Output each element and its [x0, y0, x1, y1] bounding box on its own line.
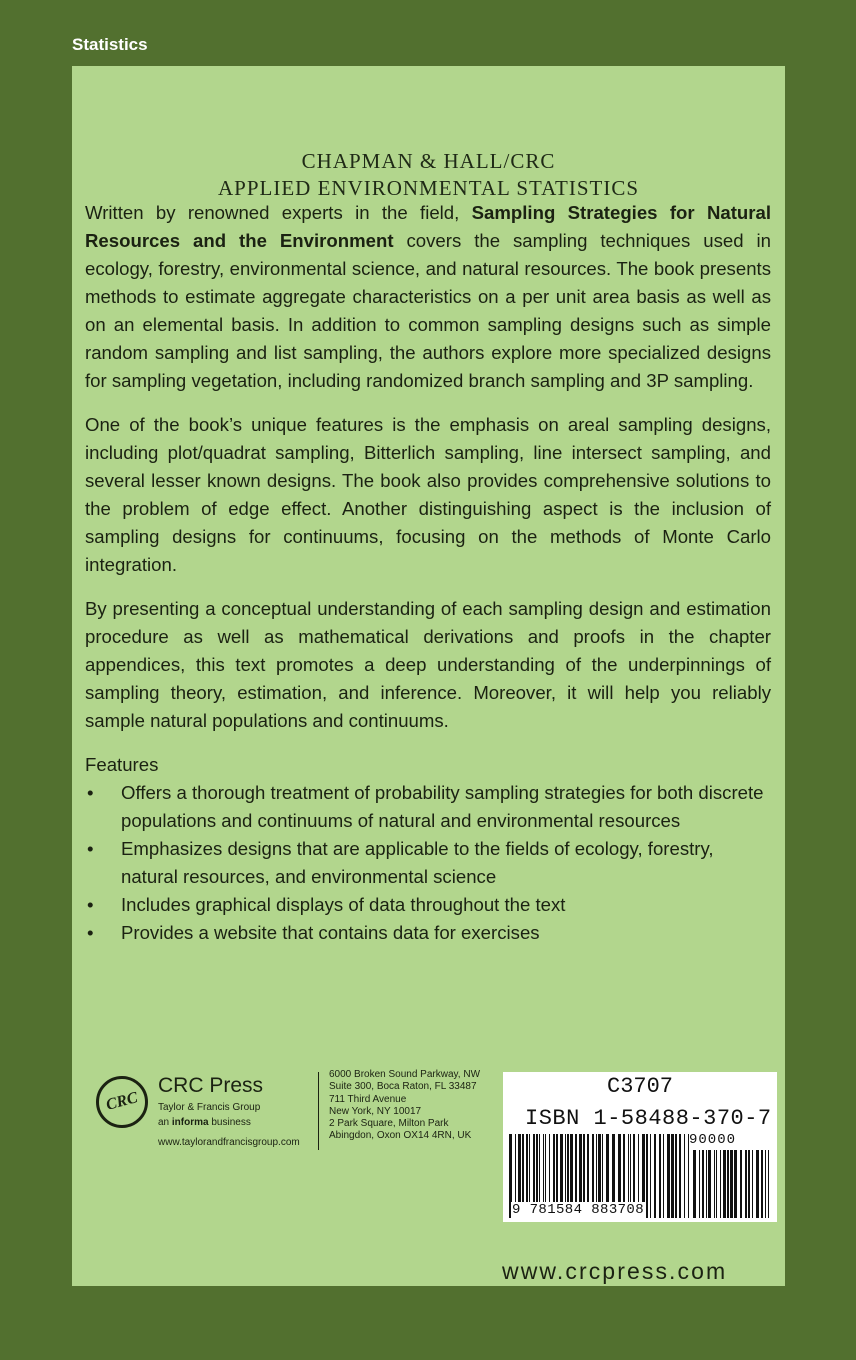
bullet-icon: •: [87, 838, 94, 859]
category-label: Statistics: [72, 35, 148, 54]
barcode-bar: [761, 1150, 763, 1218]
features-title: Features: [85, 754, 159, 775]
barcode-box: [503, 1072, 777, 1222]
barcode-bar: [654, 1134, 656, 1218]
informa-suffix: business: [208, 1117, 251, 1128]
address-line: 711 Third Avenue: [329, 1093, 407, 1105]
barcode-bar: [765, 1150, 766, 1218]
barcode-bar: [720, 1150, 721, 1218]
website-url: www.crcpress.com: [502, 1258, 728, 1284]
feature-item: [85, 919, 771, 947]
barcode-bar: [768, 1150, 769, 1218]
barcode-bar: [667, 1134, 670, 1218]
book-title: Sampling Strategies for Natural Resources and the Environment: [85, 202, 772, 251]
barcode-bar: [650, 1134, 651, 1218]
barcode-bar: [646, 1134, 648, 1218]
barcode-bar: [679, 1134, 681, 1218]
feature-item: [85, 891, 771, 919]
feature-item: [85, 835, 771, 891]
address-line: Abingdon, Oxon OX14 4RN, UK: [329, 1130, 472, 1142]
barcode-bar: [716, 1150, 717, 1218]
series-line-1: CHAPMAN & HALL/CRC: [301, 149, 556, 173]
barcode-bar: [727, 1150, 729, 1218]
barcode-bar: [675, 1134, 677, 1218]
barcode-bar: [706, 1150, 707, 1218]
publisher-block: [96, 1069, 516, 1172]
publisher-divider: [318, 1072, 319, 1150]
barcode-bar: [740, 1150, 742, 1218]
barcode-bar: [671, 1134, 674, 1218]
publisher-name: CRC Press: [158, 1074, 264, 1097]
publisher-informa: [158, 1117, 251, 1128]
intro-rest: covers the sampling techniques used in ecology, forestry, environmental science, and natural resources. The book presents methods to estimate aggregate characteristics on a per unit area basis as well as on an elemental basis. In addition to common sampling designs such as simple random sampling and list sampling, the authors explore more specialized designs for sampling vegetation, including randomized branch sampling and 3P sampling.: [85, 230, 771, 391]
barcode-bar: [734, 1150, 737, 1218]
barcode-bar: [699, 1150, 700, 1218]
publisher-group: Taylor & Francis Group: [158, 1102, 261, 1113]
isbn-text: ISBN 1-58488-370-7: [525, 1106, 772, 1131]
bullet-icon: •: [87, 922, 94, 943]
barcode-bar: [730, 1150, 733, 1218]
barcode-bar: [714, 1150, 715, 1218]
barcode-bar: [708, 1150, 711, 1218]
crc-logo-icon: [96, 1076, 148, 1128]
crc-logo-text: CRC: [104, 1089, 140, 1114]
feature-item: [85, 779, 771, 835]
cover-panel: [72, 66, 785, 1286]
description-paragraph-1: [85, 199, 771, 395]
series-title: [72, 148, 785, 202]
barcode-bar: [752, 1150, 753, 1218]
barcode-bar: [684, 1134, 685, 1218]
addon-digits: 90000: [689, 1132, 737, 1148]
barcode-bar: [748, 1150, 750, 1218]
addon-barcode-bars: [693, 1150, 769, 1218]
features-list: [85, 779, 771, 947]
barcode-bar: [745, 1150, 747, 1218]
publisher-website: www.taylorandfrancisgroup.com: [158, 1137, 300, 1148]
barcode-bar: [659, 1134, 661, 1218]
feature-text: Includes graphical displays of data throughout the text: [121, 894, 566, 915]
address-line: 6000 Broken Sound Parkway, NW: [329, 1069, 481, 1080]
description-paragraph-3: By presenting a conceptual understanding of each sampling design and estimation procedure as well as mathematical derivations and proofs in the chapter appendices, this text promotes a deep understanding of the underpinnings of sampling theory, estimation, and inference. Moreover, it will help you reliably sample natural populations and continuums.: [85, 598, 771, 731]
intro-text: Written by renowned experts in the field,: [85, 202, 472, 223]
barcode-bar: [723, 1150, 726, 1218]
barcode-bar: [663, 1134, 664, 1218]
feature-text: Provides a website that contains data for exercises: [121, 922, 540, 943]
publisher-address: [329, 1069, 480, 1143]
feature-text: Offers a thorough treatment of probability sampling strategies for both discrete populations and continuums of natural and environmental resources: [121, 782, 764, 831]
series-line-2: APPLIED ENVIRONMENTAL STATISTICS: [217, 176, 640, 200]
price-code: C3707: [607, 1074, 674, 1099]
feature-text: Emphasizes designs that are applicable to the fields of ecology, forestry, natural resources, and environmental science: [121, 838, 714, 887]
barcode-icon: [503, 1072, 777, 1222]
ean-digits: 9 781584 883708: [512, 1202, 645, 1218]
address-line: Suite 300, Boca Raton, FL 33487: [329, 1081, 477, 1093]
informa-bold: informa: [171, 1117, 209, 1128]
bullet-icon: •: [87, 894, 94, 915]
description: [85, 199, 771, 947]
description-paragraph-2: One of the book’s unique features is the emphasis on areal sampling designs, including plot/quadrat sampling, Bitterlich sampling, line intersect sampling, and several lesser known designs. The book also provides comprehensive solutions to the problem of edge effect. Another distinguishing aspect is the inclusion of sampling designs for continuums, focusing on the methods of Monte Carlo integration.: [85, 414, 771, 575]
informa-prefix: an: [158, 1117, 172, 1128]
address-line: 2 Park Square, Milton Park: [329, 1118, 449, 1130]
barcode-bar: [756, 1150, 759, 1218]
address-line: New York, NY 10017: [329, 1105, 422, 1117]
bullet-icon: •: [87, 782, 94, 803]
barcode-bar: [702, 1150, 704, 1218]
barcode-bar: [688, 1134, 689, 1218]
barcode-bar: [693, 1150, 696, 1218]
